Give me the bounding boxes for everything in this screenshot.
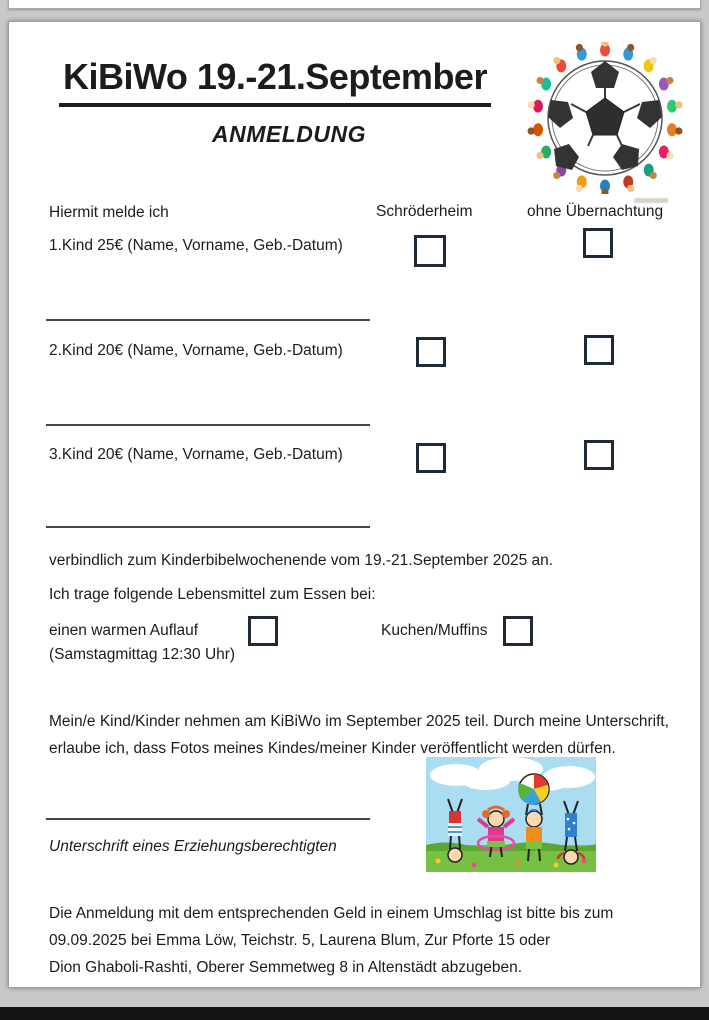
child3-name-line[interactable] bbox=[46, 526, 370, 528]
photo-consent-line1: Mein/e Kind/Kinder nehmen am KiBiWo im September 2025 teil. Durch meine Unterschrift, bbox=[49, 713, 669, 730]
signature-caption: Unterschrift eines Erziehungsberechtigten bbox=[49, 838, 337, 855]
child1-label: 1.Kind 25€ (Name, Vorname, Geb.-Datum) bbox=[49, 237, 343, 254]
submission-note-line3: Dion Ghaboli-Rashti, Oberer Semmetweg 8 in Altenstädt abzugeben. bbox=[49, 959, 523, 976]
food-option2-label: Kuchen/Muffins bbox=[381, 622, 488, 639]
checkbox-kuchen-muffins[interactable] bbox=[503, 616, 533, 646]
bottom-bar bbox=[0, 1007, 709, 1020]
child2-name-line[interactable] bbox=[46, 424, 370, 426]
submission-note-line2: 09.09.2025 bei Emma Löw, Teichstr. 5, Laurena Blum, Zur Pforte 15 oder bbox=[49, 932, 551, 949]
column-header-ohne-uebernachtung: ohne Übernachtung bbox=[527, 203, 664, 220]
intro-label: Hiermit melde ich bbox=[49, 204, 169, 221]
checkbox-child2-schroederheim[interactable] bbox=[416, 337, 446, 367]
checkbox-child3-schroederheim[interactable] bbox=[416, 443, 446, 473]
binding-text: verbindlich zum Kinderbibelwochenende vom 19.-21.September 2025 an. bbox=[49, 552, 554, 569]
kids-playing-clipart bbox=[426, 757, 596, 872]
photo-consent-line2: erlaube ich, dass Fotos meines Kindes/meiner Kinder veröffentlicht werden dürfen. bbox=[49, 740, 616, 757]
signature-line[interactable] bbox=[46, 818, 370, 820]
page-subtitle: ANMELDUNG bbox=[212, 121, 366, 147]
child2-label: 2.Kind 20€ (Name, Vorname, Geb.-Datum) bbox=[49, 342, 343, 359]
child3-label: 3.Kind 20€ (Name, Vorname, Geb.-Datum) bbox=[49, 446, 343, 463]
checkbox-warmer-auflauf[interactable] bbox=[248, 616, 278, 646]
food-intro: Ich trage folgende Lebensmittel zum Essen bei: bbox=[49, 586, 376, 603]
page-title: KiBiWo 19.-21.September bbox=[59, 56, 491, 107]
submission-note-line1: Die Anmeldung mit dem entsprechenden Geld in einem Umschlag ist bitte bis zum bbox=[49, 905, 614, 922]
checkbox-child3-ohne-uebernachtung[interactable] bbox=[584, 440, 614, 470]
soccer-ball-kids-clipart bbox=[522, 42, 688, 194]
food-option1-label: einen warmen Auflauf bbox=[49, 622, 199, 639]
previous-page-edge bbox=[8, 0, 701, 9]
food-option1-note: (Samstagmittag 12:30 Uhr) bbox=[49, 646, 236, 663]
child1-name-line[interactable] bbox=[46, 319, 370, 321]
form-page bbox=[8, 21, 701, 988]
column-header-schroederheim: Schröderheim bbox=[376, 203, 473, 220]
checkbox-child1-ohne-uebernachtung[interactable] bbox=[583, 228, 613, 258]
checkbox-child1-schroederheim[interactable] bbox=[414, 235, 446, 267]
checkbox-child2-ohne-uebernachtung[interactable] bbox=[584, 335, 614, 365]
